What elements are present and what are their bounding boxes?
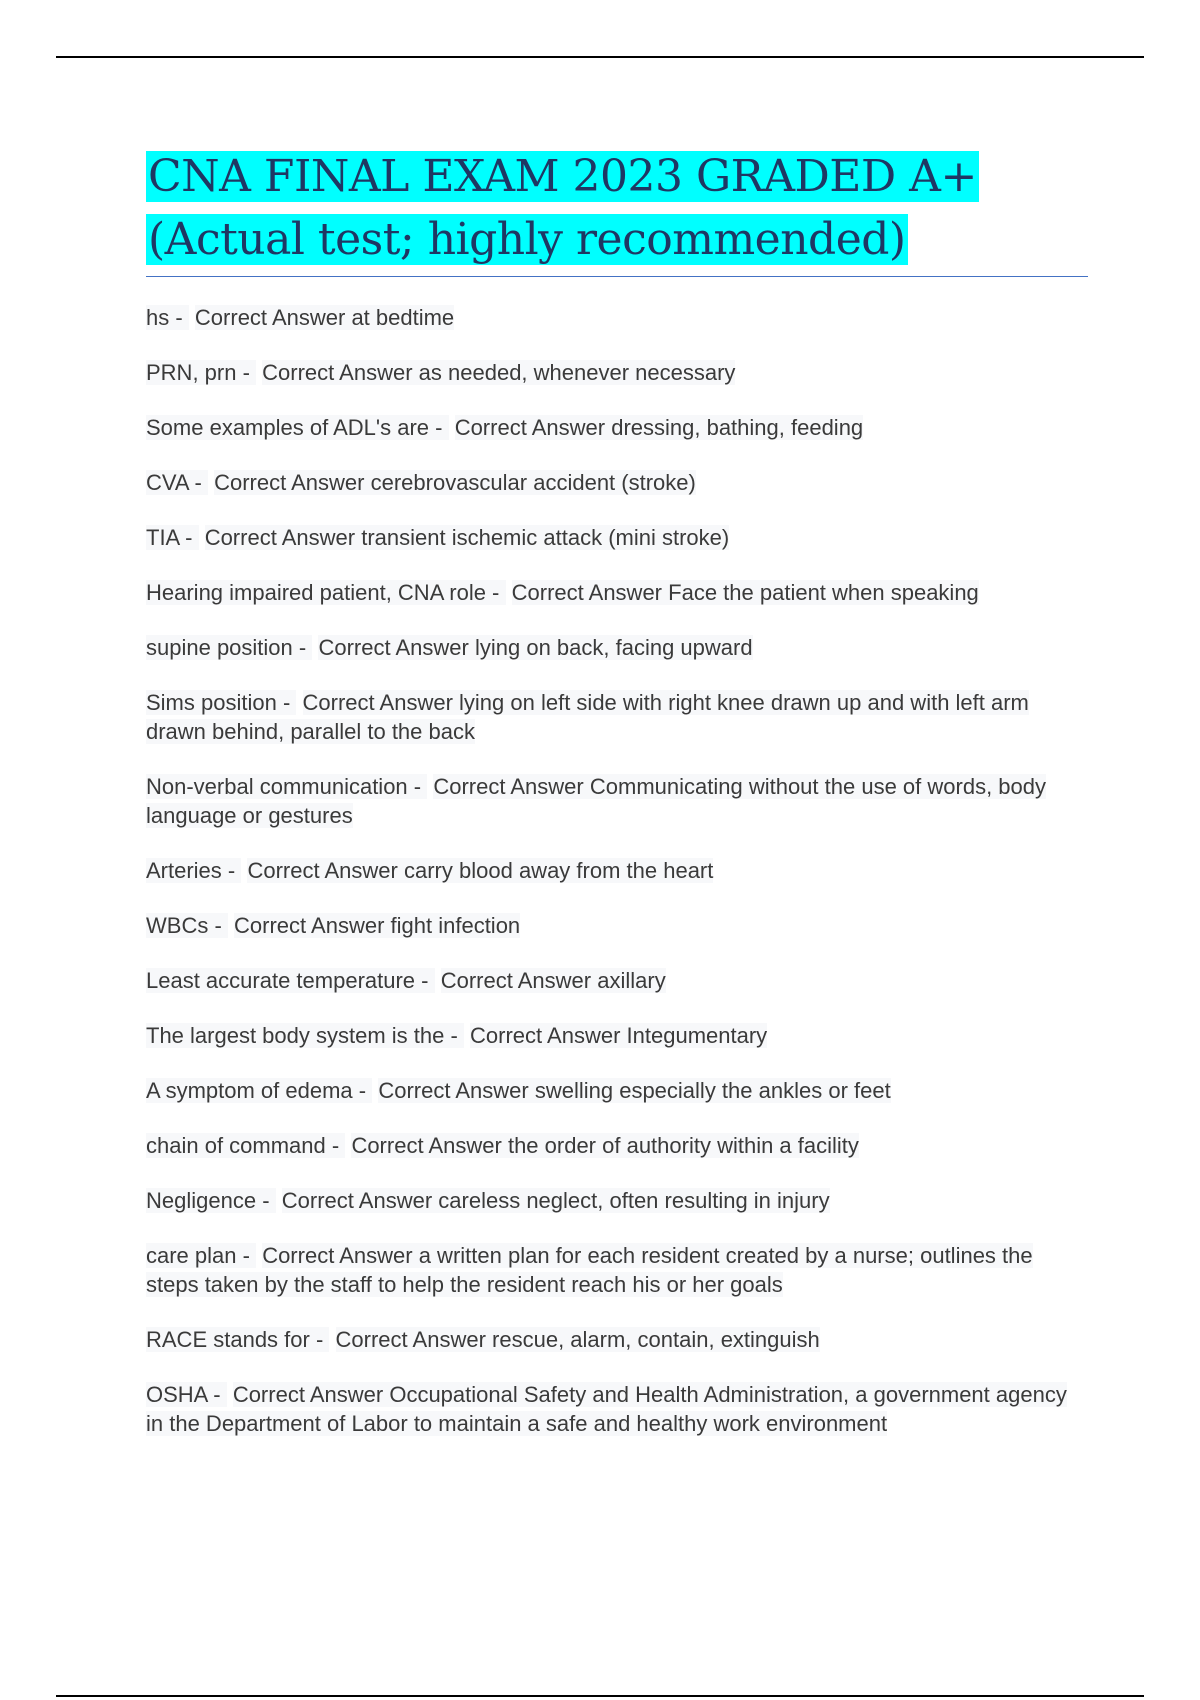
- document-title: [146, 145, 1088, 271]
- answer-text: [336, 1327, 820, 1352]
- question-text: supine position -: [146, 635, 313, 660]
- answer-value: as needed, whenever necessary: [418, 360, 736, 385]
- answer-value: lying on back, facing upward: [474, 635, 753, 660]
- answer-text: [512, 580, 979, 605]
- answer-label: Correct Answer: [433, 774, 584, 799]
- question-text: care plan -: [146, 1243, 257, 1268]
- qa-item: [146, 358, 1088, 387]
- answer-value: axillary: [597, 968, 666, 993]
- answer-value: dressing, bathing, feeding: [611, 415, 864, 440]
- answer-label: Correct Answer: [204, 525, 356, 550]
- answer-value: a written plan for each resident created by a nurse; outlines the steps taken by the staff to help the resident reach his or her goals: [146, 1243, 1033, 1297]
- document-body: [146, 145, 1088, 1464]
- qa-item: [146, 578, 1088, 607]
- answer-value: Face the patient when speaking: [668, 580, 979, 605]
- title-underline: [146, 276, 1088, 277]
- qa-item: [146, 523, 1088, 552]
- answer-label: Correct Answer: [194, 305, 346, 330]
- answer-value: lying on left side with right knee drawn up and with left arm drawn behind, parallel to the back: [146, 690, 1029, 744]
- answer-label: Correct Answer: [454, 415, 606, 440]
- qa-item: [146, 303, 1088, 332]
- answer-value: swelling especially the ankles or feet: [534, 1078, 891, 1103]
- answer-value: at bedtime: [351, 305, 455, 330]
- answer-text: [195, 305, 454, 330]
- qa-list: [146, 303, 1088, 1438]
- qa-item: [146, 856, 1088, 885]
- answer-label: Correct Answer: [335, 1327, 486, 1352]
- answer-label: Correct Answer: [302, 690, 453, 715]
- qa-item: [146, 1131, 1088, 1160]
- answer-label: Correct Answer: [214, 470, 365, 495]
- answer-text: [247, 858, 713, 883]
- answer-value: Communicating without the use of words, body language or gestures: [146, 774, 1046, 828]
- question-text: hs -: [146, 305, 189, 330]
- answer-text: [441, 968, 666, 993]
- answer-text: [214, 470, 696, 495]
- qa-item: [146, 772, 1088, 830]
- question-text: WBCs -: [146, 913, 228, 938]
- answer-label: Correct Answer: [351, 1133, 502, 1158]
- question-text: Hearing impaired patient, CNA role -: [146, 580, 506, 605]
- answer-text: [205, 525, 730, 550]
- question-text: PRN, prn -: [146, 360, 257, 385]
- question-text: TIA -: [146, 525, 199, 550]
- answer-value: Occupational Safety and Health Administration, a government agency in the Department of Labor to maintain a safe and healthy work environment: [146, 1382, 1067, 1436]
- answer-label: Correct Answer: [247, 858, 398, 883]
- qa-item: [146, 413, 1088, 442]
- answer-value: transient ischemic attack (mini stroke): [361, 525, 730, 550]
- question-text: The largest body system is the -: [146, 1023, 464, 1048]
- answer-label: Correct Answer: [470, 1023, 621, 1048]
- answer-value: Integumentary: [626, 1023, 768, 1048]
- answer-text: [378, 1078, 890, 1103]
- answer-value: rescue, alarm, contain, extinguish: [492, 1327, 820, 1352]
- answer-text: [351, 1133, 858, 1158]
- answer-value: carry blood away from the heart: [404, 858, 714, 883]
- question-text: A symptom of edema -: [146, 1078, 373, 1103]
- answer-text: [470, 1023, 767, 1048]
- answer-label: Correct Answer: [232, 1382, 384, 1407]
- qa-item: [146, 633, 1088, 662]
- qa-item: [146, 911, 1088, 940]
- answer-label: Correct Answer: [440, 968, 592, 993]
- answer-text: [318, 635, 752, 660]
- question-text: Negligence -: [146, 1188, 276, 1213]
- question-text: Sims position -: [146, 690, 297, 715]
- answer-label: Correct Answer: [262, 360, 413, 385]
- qa-item: [146, 1186, 1088, 1215]
- qa-item: [146, 468, 1088, 497]
- question-text: Least accurate temperature -: [146, 968, 435, 993]
- answer-text: [455, 415, 863, 440]
- question-text: OSHA -: [146, 1382, 227, 1407]
- question-text: CVA -: [146, 470, 208, 495]
- qa-item: [146, 1021, 1088, 1050]
- answer-label: Correct Answer: [281, 1188, 433, 1213]
- qa-item: [146, 1241, 1088, 1299]
- answer-label: Correct Answer: [262, 1243, 413, 1268]
- qa-item: [146, 966, 1088, 995]
- title-line-2: (Actual test; highly recommended): [148, 214, 906, 265]
- qa-item: [146, 688, 1088, 746]
- answer-label: Correct Answer: [511, 580, 663, 605]
- answer-label: Correct Answer: [378, 1078, 529, 1103]
- question-text: Some examples of ADL's are -: [146, 415, 449, 440]
- footer-rule: [56, 1695, 1144, 1697]
- answer-text: [262, 360, 735, 385]
- answer-text: [146, 1382, 1067, 1436]
- answer-value: cerebrovascular accident (stroke): [370, 470, 696, 495]
- answer-text: [234, 913, 520, 938]
- answer-label: Correct Answer: [318, 635, 469, 660]
- answer-value: careless neglect, often resulting in injury: [438, 1188, 830, 1213]
- question-text: Non-verbal communication -: [146, 774, 428, 799]
- question-text: RACE stands for -: [146, 1327, 330, 1352]
- qa-item: [146, 1380, 1088, 1438]
- answer-text: [146, 1243, 1033, 1297]
- qa-item: [146, 1076, 1088, 1105]
- answer-value: fight infection: [390, 913, 521, 938]
- answer-value: the order of authority within a facility: [507, 1133, 859, 1158]
- answer-text: [282, 1188, 830, 1213]
- answer-label: Correct Answer: [234, 913, 385, 938]
- title-line-1: CNA FINAL EXAM 2023 GRADED A+: [148, 151, 977, 202]
- question-text: Arteries -: [146, 858, 242, 883]
- qa-item: [146, 1325, 1088, 1354]
- question-text: chain of command -: [146, 1133, 346, 1158]
- header-rule: [56, 56, 1144, 58]
